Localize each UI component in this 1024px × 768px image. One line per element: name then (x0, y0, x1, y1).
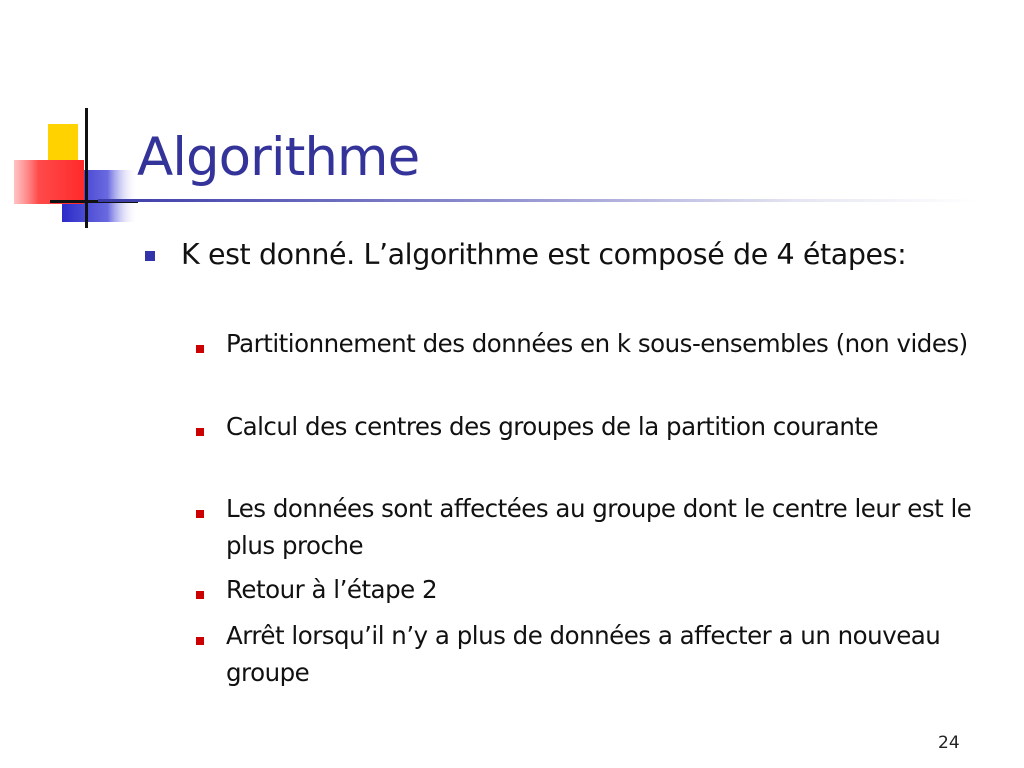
square-bullet-icon (145, 251, 155, 261)
square-bullet-icon (196, 345, 204, 353)
slide-title: Algorithme (137, 127, 420, 188)
sub-bullet-text: Arrêt lorsqu’il n’y a plus de données a affecter a un nouveau groupe (226, 621, 941, 687)
square-bullet-icon (196, 510, 204, 518)
square-bullet-icon (196, 637, 204, 645)
square-bullet-icon (196, 428, 204, 436)
main-bullet-text: K est donné. L’algorithme est composé de 4 étapes: (181, 238, 907, 271)
square-bullet-icon (196, 591, 204, 599)
sub-bullet-text: Calcul des centres des groupes de la partition courante (226, 412, 879, 441)
page-number: 24 (938, 733, 960, 753)
sub-bullet-text: Les données sont affectées au groupe dont le centre leur est le plus proche (226, 494, 972, 560)
sub-bullet-text: Partitionnement des données en k sous-ensembles (non vides) (226, 329, 968, 358)
sub-bullet-text: Retour à l’étape 2 (226, 575, 438, 604)
